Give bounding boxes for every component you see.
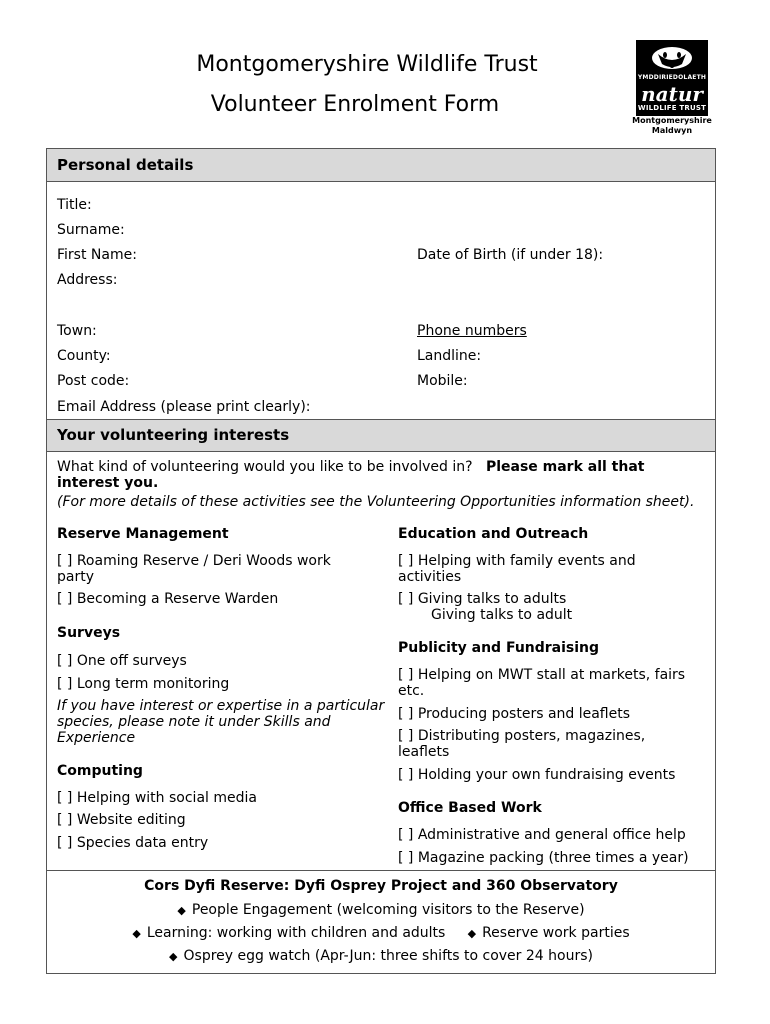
checkbox-reserve-warden[interactable]: [ ] Becoming a Reserve Warden [57, 591, 279, 607]
interests-instruction: Please mark all that interest you. [57, 459, 645, 491]
surname-field-label: Surname: [57, 222, 125, 238]
postcode-field-label: Post code: [57, 373, 130, 389]
cors-dyfi-item-people-text: People Engagement (welcoming visitors to the Reserve) [191, 902, 585, 918]
logo-wordmark: natur [641, 82, 703, 106]
diamond-bullet-icon: ◆ [467, 927, 477, 940]
title-field-label: Title: [57, 197, 92, 213]
logo-welsh-text: YMDDIRIEDOLAETH [637, 74, 707, 81]
cors-dyfi-item-osprey [47, 948, 715, 965]
checkbox-distributing-posters[interactable]: [ ] Distributing posters, magazines, leaflets [398, 728, 646, 760]
publicity-fundraising-heading: Publicity and Fundraising [398, 640, 600, 656]
diamond-bullet-icon: ◆ [132, 927, 141, 940]
checkbox-mwt-stall[interactable]: [ ] Helping on MWT stall at markets, fairs etc. [398, 667, 686, 699]
checkbox-family-events[interactable]: [ ] Helping with family events and activities [398, 553, 636, 585]
logo-english-text: WILDLIFE TRUST [637, 104, 707, 112]
logo-caption-line2: Maldwyn [651, 126, 693, 135]
surveys-note: If you have interest or expertise in a particular species, please note it under Skills and Experience [57, 698, 385, 746]
checkbox-species-data-entry[interactable]: [ ] Species data entry [57, 835, 209, 851]
checkbox-one-off-surveys[interactable]: [ ] One off surveys [57, 653, 187, 669]
mobile-field-label: Mobile: [417, 373, 468, 389]
office-work-heading: Office Based Work [398, 800, 542, 816]
checkbox-long-term-monitoring[interactable]: [ ] Long term monitoring [57, 676, 230, 692]
checkbox-producing-posters[interactable]: [ ] Producing posters and leaflets [398, 706, 631, 722]
volunteering-interests-header: Your volunteering interests [47, 419, 715, 452]
cors-dyfi-item-osprey-text: Osprey egg watch (Apr-Jun: three shifts to cover 24 hours) [183, 948, 593, 964]
diamond-bullet-icon: ◆ [177, 904, 186, 917]
personal-details-header: Personal details [47, 148, 715, 182]
badger-logo-icon [636, 42, 708, 72]
landline-field-label: Landline: [417, 348, 482, 364]
section-divider [47, 870, 715, 871]
email-field-label: Email Address (please print clearly): [57, 399, 311, 415]
interests-question-text: What kind of volunteering would you like to be involved in? [57, 459, 473, 475]
reserve-management-heading: Reserve Management [57, 526, 229, 542]
checkbox-own-fundraising[interactable]: [ ] Holding your own fundraising events [398, 767, 676, 783]
cors-dyfi-item-learning [47, 925, 715, 942]
surveys-heading: Surveys [57, 625, 121, 641]
checkbox-admin-help[interactable]: [ ] Administrative and general office help [398, 827, 686, 843]
computing-heading: Computing [57, 763, 143, 779]
cors-dyfi-item-learning-text: Learning: working with children and adults [146, 925, 446, 941]
checkbox-social-media[interactable]: [ ] Helping with social media [57, 790, 257, 806]
checkbox-website-editing[interactable]: [ ] Website editing [57, 812, 186, 828]
checkbox-roaming-reserve[interactable]: [ ] Roaming Reserve / Deri Woods work party [57, 553, 331, 585]
enrolment-form [46, 148, 716, 974]
cors-dyfi-heading: Cors Dyfi Reserve: Dyfi Osprey Project and 360 Observatory [144, 878, 618, 894]
cors-dyfi-item-people [47, 902, 715, 919]
page-subtitle: Volunteer Enrolment Form [210, 92, 500, 117]
logo-caption [628, 116, 716, 136]
cors-dyfi-item-work-parties-text: Reserve work parties [482, 925, 630, 941]
phone-numbers-heading: Phone numbers [417, 323, 527, 339]
address-field-label: Address: [57, 272, 118, 288]
interests-note: (For more details of these activities see the Volunteering Opportunities information sheet). [57, 494, 695, 510]
town-field-label: Town: [57, 323, 97, 339]
diamond-bullet-icon: ◆ [169, 950, 178, 963]
giving-talks-duplicate-text: Giving talks to adult [431, 607, 573, 623]
logo-caption-line1: Montgomeryshire [632, 116, 712, 125]
education-outreach-heading: Education and Outreach [398, 526, 589, 542]
checkbox-magazine-packing[interactable]: [ ] Magazine packing (three times a year) [398, 850, 689, 866]
checkbox-giving-talks[interactable]: [ ] Giving talks to adults [398, 591, 567, 607]
county-field-label: County: [57, 348, 111, 364]
page-title: Montgomeryshire Wildlife Trust [196, 52, 538, 77]
dob-field-label: Date of Birth (if under 18): [417, 247, 604, 263]
interests-question [57, 459, 697, 491]
first-name-field-label: First Name: [57, 247, 137, 263]
wildlife-trust-logo [636, 40, 708, 116]
